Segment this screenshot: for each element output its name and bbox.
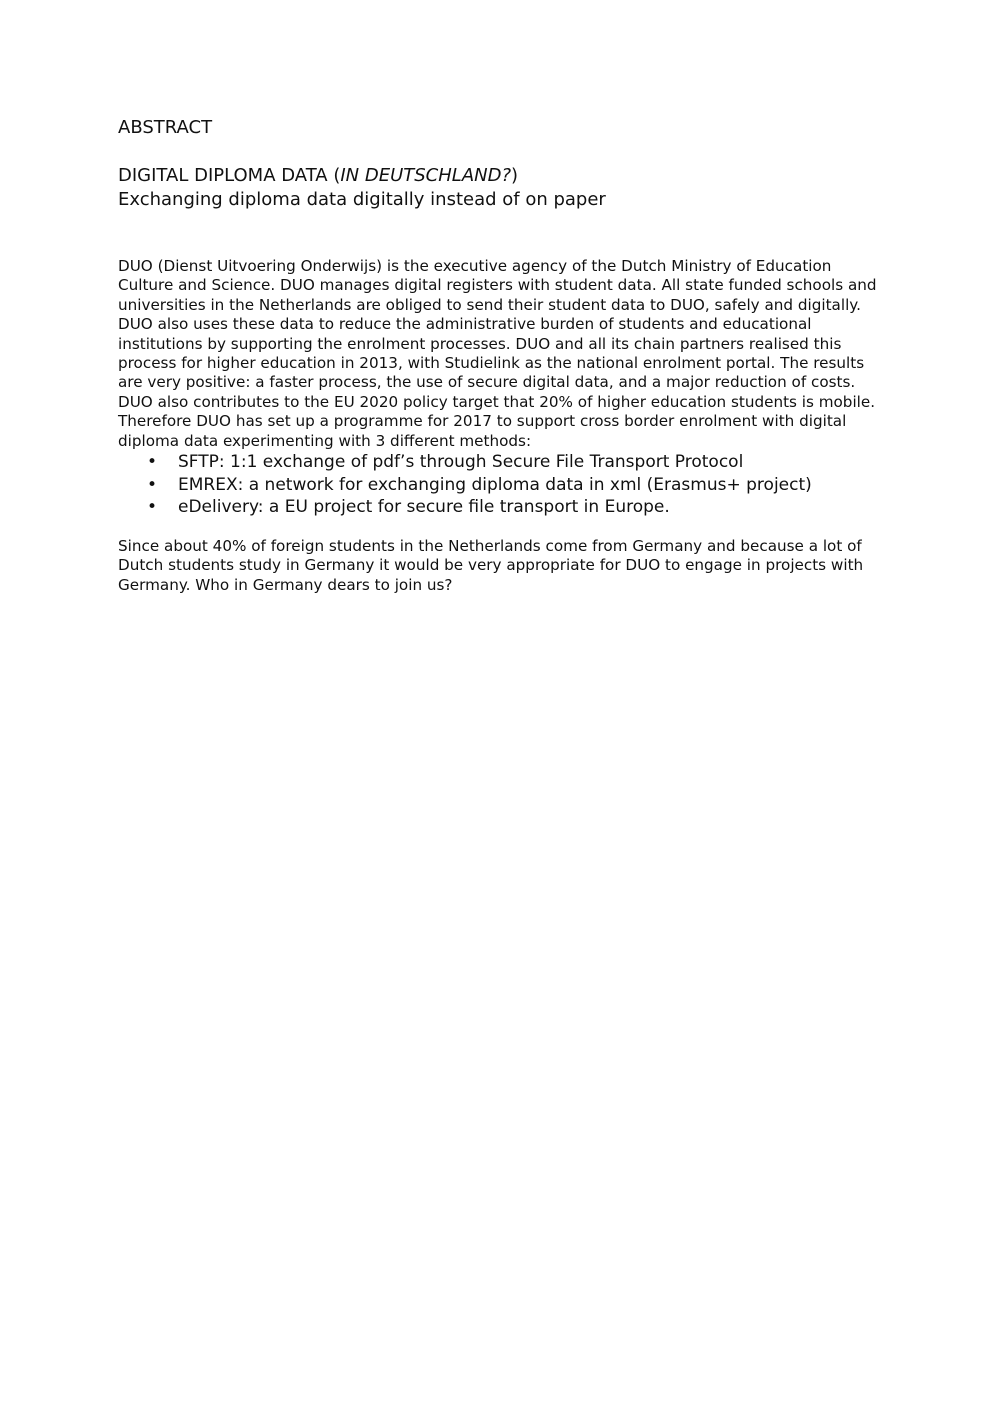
subtitle: Exchanging diploma data digitally instead of on paper [118,189,606,210]
list-item-text: SFTP: 1:1 exchange of pdf’s through Secure File Transport Protocol [178,452,744,472]
list-item [118,496,812,519]
main-title [118,164,606,188]
main-title-italic: IN DEUTSCHLAND? [340,165,512,186]
bullet-icon: • [147,474,158,495]
main-title-suffix: ) [511,165,519,186]
main-title-prefix: DIGITAL DIPLOMA DATA ( [118,165,341,186]
bullet-icon: • [147,452,158,472]
list-item-text: eDelivery: a EU project for secure file transport in Europe. [178,497,670,517]
bullet-icon: • [147,497,158,517]
abstract-heading: ABSTRACT [118,117,213,138]
body-paragraph: DUO (Dienst Uitvoering Onderwijs) is the executive agency of the Dutch Ministry of Education Culture and Science. DUO manages digital registers with student data. All state funded schools and universities in the Netherlands are obliged to send their student data to DUO, safely and digitally. DUO also uses these data to reduce the administrative burden of students and educational institutions by supporting the enrolment processes. DUO and all its chain partners realised this process for higher education in 2013, with Studielink as the national enrolment portal. The results are very positive: a faster process, the use of secure digital data, and a major reduction of costs. DUO also contributes to the EU 2020 policy target that 20% of higher education students is mobile. Therefore DUO has set up a programme for 2017 to support cross border enrolment with digital diploma data experimenting with 3 different methods: [118,257,877,450]
list-item-text: EMREX: a network for exchanging diploma data in xml (Erasmus+ project) [178,474,812,495]
list-item [118,474,812,497]
title-block [118,164,606,212]
list-item [118,451,812,474]
closing-paragraph: Since about 40% of foreign students in the Netherlands come from Germany and because a lot of Dutch students study in Germany it would be very appropriate for DUO to engage in projects with Germany. Who in Germany dears to join us? [118,537,864,594]
methods-list [118,451,812,519]
